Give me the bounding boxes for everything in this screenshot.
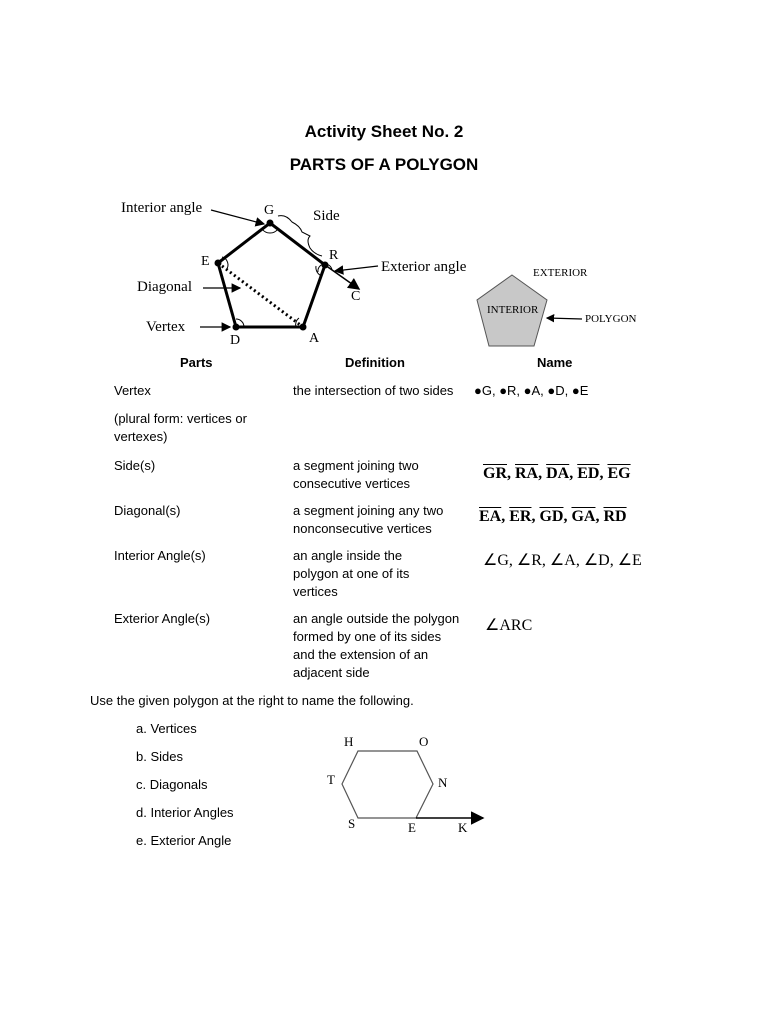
exercise-item-b: b. Sides [136, 749, 183, 764]
row-sides-part: Side(s) [114, 458, 156, 473]
row-exterior-angles-definition: an angle outside the polygon formed by one of its sides and the extension of an adjacent side [293, 611, 460, 680]
segment-gr: $\overline{GR}$ [483, 465, 507, 482]
label-exterior-angle: Exterior angle [381, 259, 467, 275]
label-side: Side [313, 208, 340, 224]
segment-ea: $\overline{EA}$ [479, 508, 502, 525]
hex-label-e: E [408, 820, 416, 835]
exercise-item-a: a. Vertices [136, 721, 197, 736]
vertex-e-dot [215, 260, 222, 267]
label-diagonal: Diagonal [137, 279, 192, 295]
segment-ga: $\overline{GA}$ [571, 508, 596, 525]
header-parts: Parts [180, 355, 213, 370]
label-point-c: C [351, 289, 361, 304]
hex-label-h: H [344, 734, 354, 749]
header-name: Name [537, 355, 573, 370]
row-exterior-angles-name: ∠ARC [485, 617, 533, 634]
label-vertex-e: E [201, 254, 210, 269]
segment-da: $\overline{DA}$ [546, 465, 570, 482]
row-exterior-angles-part: Exterior Angle(s) [114, 611, 211, 626]
mini-label-polygon: POLYGON [585, 313, 637, 325]
exercise-item-c: c. Diagonals [136, 777, 208, 792]
vertex-a-dot [300, 324, 307, 331]
hex-label-k: K [458, 820, 468, 835]
label-vertex-g: G [264, 203, 275, 218]
row-vertex-part-note: (plural form: vertices or vertexes) [114, 411, 247, 444]
row-vertex-definition: the intersection of two sides [293, 383, 454, 398]
exterior-angle-arrow [335, 266, 378, 271]
vertex-g-dot [267, 220, 274, 227]
section-title: PARTS OF A POLYGON [289, 155, 479, 174]
interior-angle-arrow [211, 210, 264, 224]
hex-label-n: N [438, 775, 448, 790]
vertex-d-dot [233, 324, 240, 331]
label-vertex-d: D [230, 333, 241, 348]
hexagon-shape [342, 751, 433, 818]
hex-label-o: O [419, 734, 429, 749]
header-definition: Definition [345, 355, 405, 370]
angle-arc-g [262, 229, 278, 233]
exercise-item-d: d. Interior Angles [136, 805, 234, 820]
row-sides-definition: a segment joining two consecutive vertices [293, 458, 419, 491]
mini-label-exterior: EXTERIOR [533, 267, 588, 279]
row-interior-angles-part: Interior Angle(s) [114, 548, 206, 563]
segment-ed: $\overline{ED}$ [577, 465, 600, 482]
label-vertex: Vertex [146, 319, 186, 335]
segment-ra: $\overline{RA}$ [515, 465, 539, 482]
exercise-instruction: Use the given polygon at the right to name the following. [90, 693, 414, 708]
row-diagonals-part: Diagonal(s) [114, 503, 181, 518]
row-vertex-part: Vertex [114, 383, 151, 398]
segment-er: $\overline{ER}$ [509, 508, 532, 525]
diagonal-line [218, 263, 303, 327]
row-interior-angles-definition: an angle inside the polygon at one of its vertices [293, 548, 410, 599]
label-interior-angle: Interior angle [121, 200, 203, 216]
row-diagonals-definition: a segment joining any two nonconsecutive vertices [293, 503, 444, 536]
segment-eg: $\overline{EG}$ [607, 465, 631, 482]
mini-label-interior: INTERIOR [487, 304, 539, 316]
label-vertex-a: A [309, 331, 320, 346]
segment-gd: $\overline{GD}$ [539, 508, 564, 525]
activity-title: Activity Sheet No. 2 [304, 122, 464, 141]
row-interior-angles-name: ∠G, ∠R, ∠A, ∠D, ∠E [483, 552, 642, 569]
hex-label-s: S [348, 816, 356, 831]
vertex-r-dot [322, 262, 329, 269]
row-sides-name: $\overline{GR}$, $\overline{RA}$, $\overline{DA}$, $\overline{ED}$, $\overline{EG}$ [483, 465, 631, 482]
row-diagonals-name: $\overline{EA}$, $\overline{ER}$, $\overline{GD}$, $\overline{GA}$, $\overline{RD}$ [479, 508, 627, 525]
hex-label-t: T [327, 772, 335, 787]
row-vertex-name: ●G, ●R, ●A, ●D, ●E [474, 383, 589, 398]
exercise-item-e: e. Exterior Angle [136, 833, 232, 848]
label-vertex-r: R [329, 248, 339, 263]
polygon-arrow [547, 318, 582, 319]
segment-rd: $\overline{RD}$ [603, 508, 627, 525]
